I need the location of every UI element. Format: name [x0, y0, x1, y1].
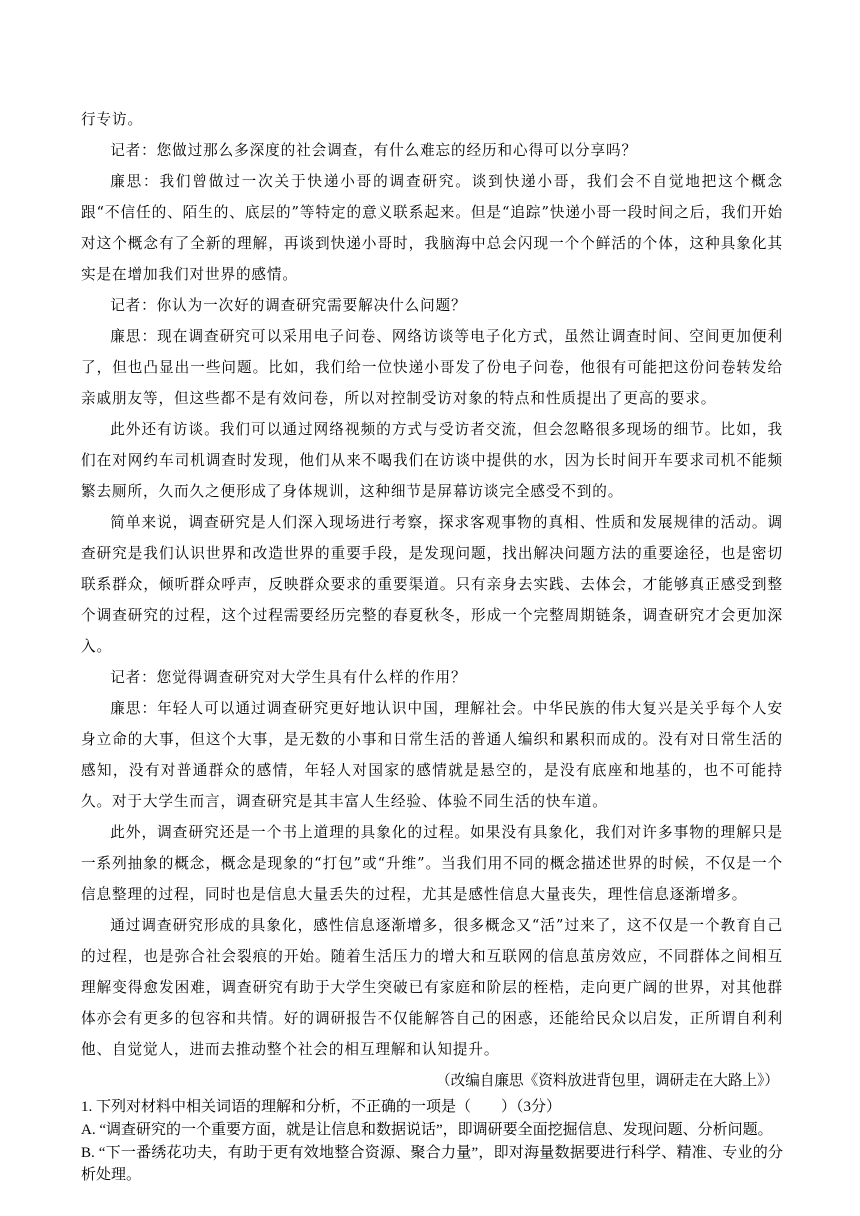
paragraph: 简单来说，调查研究是人们深入现场进行考察，探求客观事物的真相、性质和发展规律的活动。调查研究是我们认识世界和改造世界的重要手段，是发现问题，找出解决问题方法的重要途径，也是密切联系群众，倾听群众呼声，反映群众要求的重要渠道。只有亲身去实践、去体会，才能够真正感受到整个调查研究的过程，这个过程需要经历完整的春夏秋冬，形成一个完整周期链条，调查研究才会更加深入。 [81, 514, 783, 655]
paragraph: 廉思：现在调查研究可以采用电子问卷、网络访谈等电子化方式，虽然让调查时间、空间更加便利了，但也凸显出一些问题。比如，我们给一位快递小哥发了份电子问卷，他很有可能把这份问卷转发给亲戚朋友等，但这些都不是有效问卷，所以对控制受访对象的特点和性质提出了更高的要求。 [81, 328, 783, 407]
paragraph: 廉思：我们曾做过一次关于快递小哥的调查研究。谈到快递小哥，我们会不自觉地把这个概念跟“不信任的、陌生的、底层的”等特定的意义联系起来。但是“追踪”快递小哥一段时间之后，我们开始对这个概念有了全新的理解，再谈到快递小哥时，我脑海中总会闪现一个个鲜活的个体，这种具象化其实是在增加我们对世界的感情。 [81, 173, 783, 283]
question-stem: 1. 下列对材料中相关词语的理解和分析，不正确的一项是（ ）（3分） [81, 1099, 562, 1115]
option-a[interactable]: A. “调查研究的一个重要方面，就是让信息和数据说话”，即调研要全面挖掘信息、发现问题、分析问题。 [81, 1122, 773, 1138]
paragraph: 记者：您做过那么多深度的社会调查，有什么难忘的经历和心得可以分享吗？ [110, 142, 637, 159]
paragraph: 此外还有访谈。我们可以通过网络视频的方式与受访者交流，但会忽略很多现场的细节。比如，我们在对网约车司机调查时发现，他们从来不喝我们在访谈中提供的水，因为长时间开车要求司机不能频繁去厕所，久而久之便形成了身体规训，这种细节是屏幕访谈完全感受不到的。 [81, 421, 783, 500]
article-body [81, 104, 783, 1096]
question-block [81, 1096, 783, 1186]
paragraph: 记者：您觉得调查研究对大学生具有什么样的作用？ [110, 669, 467, 686]
source-citation: （改编自廉思《资料放进背包里，调研走在大路上》） [436, 1072, 779, 1089]
paragraph: 廉思：年轻人可以通过调查研究更好地认识中国，理解社会。中华民族的伟大复兴是关乎每个人安身立命的大事，但这个大事，是无数的小事和日常生活的普通人编织和累积而成的。没有对日常生活的感知，没有对普通群众的感情，年轻人对国家的感情就是悬空的，是没有底座和地基的，也不可能持久。对于大学生而言，调查研究是其丰富人生经验、体验不同生活的快车道。 [81, 700, 783, 810]
document-page [81, 104, 783, 1186]
option-b[interactable]: B. “下一番绣花功夫，有助于更有效地整合资源、聚合力量”，即对海量数据要进行科学、精准、专业的分析处理。 [81, 1145, 783, 1183]
paragraph: 记者：你认为一次好的调查研究需要解决什么问题？ [110, 297, 467, 314]
paragraph: 此外，调查研究还是一个书上道理的具象化的过程。如果没有具象化，我们对许多事物的理解只是一系列抽象的概念，概念是现象的“打包”或“升维”。当我们用不同的概念描述世界的时候，不仅是一个信息整理的过程，同时也是信息大量丢失的过程，尤其是感性信息大量丧失，理性信息逐渐增多。 [81, 824, 783, 903]
paragraph: 行专访。 [81, 111, 143, 128]
paragraph: 通过调查研究形成的具象化，感性信息逐渐增多，很多概念又“活”过来了，这不仅是一个教育自己的过程，也是弥合社会裂痕的开始。随着生活压力的增大和互联网的信息茧房效应，不同群体之间相互理解变得愈发困难，调查研究有助于大学生突破已有家庭和阶层的桎梏，走向更广阔的世界，对其他群体亦会有更多的包容和共情。好的调研报告不仅能解答自己的困惑，还能给民众以启发，正所谓自利利他、自觉觉人，进而去推动整个社会的相互理解和认知提升。 [81, 917, 783, 1058]
